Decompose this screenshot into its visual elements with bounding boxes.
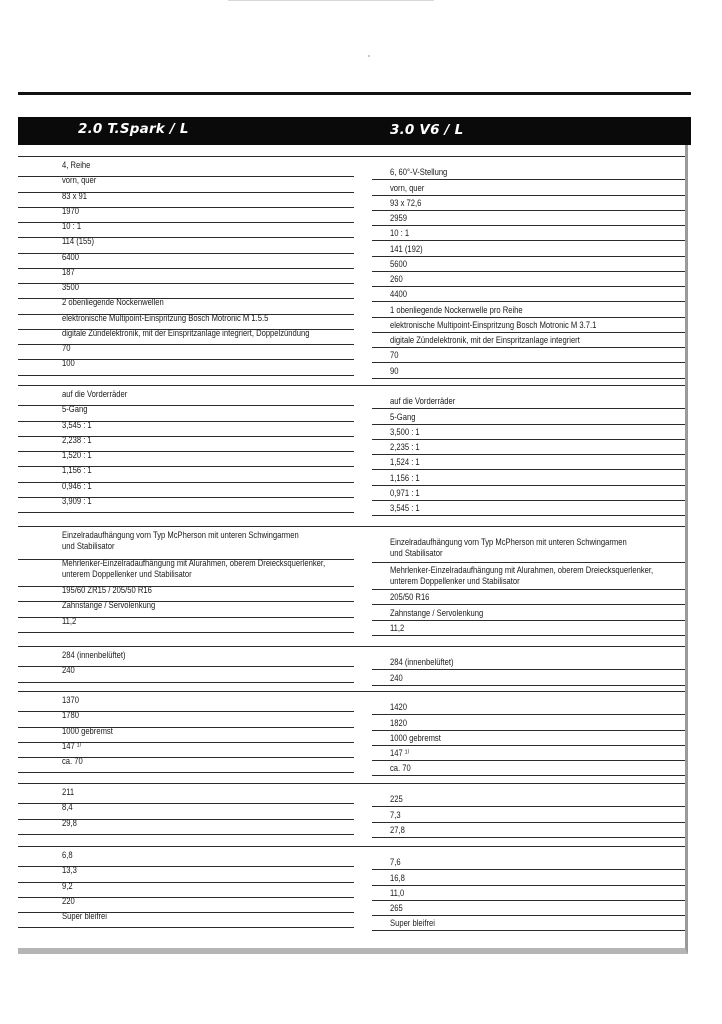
spec-value-left: 1780 <box>62 710 79 721</box>
model-title-right: 3.0 V6 / L <box>390 122 464 138</box>
spec-value-right: 16,8 <box>390 872 405 883</box>
spec-value-left: digitale Zündelektronik, mit der Einspritzanlage integriert, Doppelzündung <box>62 327 310 338</box>
spec-value-left: Zahnstange / Servolenkung <box>62 600 156 611</box>
row-rule-right <box>372 620 685 621</box>
spec-value-left: 8,4 <box>62 802 73 813</box>
section-rule <box>18 783 685 784</box>
row-rule-left <box>18 772 354 773</box>
row-rule-right <box>372 562 685 563</box>
row-rule-right <box>372 210 685 211</box>
row-rule-right <box>372 915 685 916</box>
spec-value-left: 10 : 1 <box>62 221 82 231</box>
row-rule-right <box>372 271 685 272</box>
spec-value-left: 100 <box>62 358 75 369</box>
row-rule-right <box>372 635 685 636</box>
row-rule-right <box>372 195 685 196</box>
row-rule-right <box>372 362 685 363</box>
spec-value-right: 3,545 : 1 <box>390 503 420 514</box>
spec-value-left: 1370 <box>62 695 79 705</box>
row-rule-right <box>372 485 685 486</box>
spec-value-left: 195/60 ZR15 / 205/50 R16 <box>62 585 152 595</box>
section-rule <box>18 385 685 386</box>
row-rule-right <box>372 775 685 776</box>
row-rule-right <box>372 900 685 901</box>
row-rule-right <box>372 317 685 318</box>
row-rule-right <box>372 604 685 605</box>
row-rule-right <box>372 225 685 226</box>
spec-value-right: 1000 gebremst <box>390 732 441 743</box>
row-rule-right <box>372 730 685 731</box>
spec-value-left: 6400 <box>62 251 79 262</box>
spec-value-left: 2 obenliegende Nockenwellen <box>62 297 164 308</box>
spec-value-right: 10 : 1 <box>390 228 410 239</box>
spec-value-right: ca. 70 <box>390 763 411 774</box>
spec-value-left: 0,946 : 1 <box>62 480 92 491</box>
row-rule-right <box>372 286 685 287</box>
spec-value-left: Einzelradaufhängung vorn Typ McPherson mit unteren Schwingarmen <box>62 530 299 540</box>
row-rule-right <box>372 885 685 886</box>
spec-value-right: 260 <box>390 274 403 285</box>
spec-value-right: 93 x 72,6 <box>390 197 422 208</box>
model-title-left: 2.0 T.Spark / L <box>78 121 189 137</box>
spec-value-left: 187 <box>62 266 75 277</box>
row-rule-right <box>372 347 685 348</box>
row-rule-right <box>372 869 685 870</box>
spec-value-left: 29,8 <box>62 817 77 828</box>
row-rule-right <box>372 822 685 823</box>
spec-value-right: 1820 <box>390 717 407 728</box>
row-rule-right <box>372 806 685 807</box>
row-rule-right <box>372 760 685 761</box>
spec-value-left: 4, Reihe <box>62 160 91 170</box>
spec-value-right: 11,2 <box>390 622 405 633</box>
spec-value-left: elektronische Multipoint-Einspritzung Bosch Motronic M 1.5.5 <box>62 312 269 323</box>
row-rule-right <box>372 301 685 302</box>
row-rule-right <box>372 500 685 501</box>
spec-value-right: 5600 <box>390 258 407 269</box>
spec-value-right: unterem Doppellenker und Stabilisator <box>390 575 520 586</box>
spec-value-left: 70 <box>62 343 71 353</box>
spec-value-left: 211 <box>62 787 75 797</box>
row-rule-left <box>18 682 354 683</box>
spec-value-left: auf die Vorderräder <box>62 389 128 399</box>
spec-value-right: 1420 <box>390 702 407 713</box>
spec-value-left: Mehrlenker-Einzelradaufhängung mit Alurahmen, oberem Dreiecksquerlenker, <box>62 557 326 568</box>
spec-value-right: vorn, quer <box>390 182 425 193</box>
section-rule <box>18 846 685 847</box>
row-rule-right <box>372 837 685 838</box>
spec-value-left: 1000 gebremst <box>62 725 113 736</box>
spec-value-left: 83 x 91 <box>62 190 88 201</box>
spec-value-left: 284 (innenbelüftet) <box>62 650 126 660</box>
spec-value-right: 225 <box>390 794 403 805</box>
section-rule <box>18 691 685 692</box>
row-rule-left <box>18 512 354 513</box>
spec-value-right: digitale Zündelektronik, mit der Einspritzanlage integriert <box>390 335 580 346</box>
spec-value-right: Einzelradaufhängung vorn Typ McPherson mit unteren Schwingarmen <box>390 537 627 548</box>
spec-value-right: 265 <box>390 903 403 914</box>
spec-value-right: und Stabilisator <box>390 548 443 559</box>
spec-value-right: 1,156 : 1 <box>390 472 420 483</box>
spec-value-right: 27,8 <box>390 824 405 835</box>
spec-value-right: 240 <box>390 672 403 683</box>
spec-value-left: 9,2 <box>62 880 73 891</box>
row-rule-right <box>372 685 685 686</box>
spec-value-left: vorn, quer <box>62 175 97 186</box>
row-rule-right <box>372 256 685 257</box>
spec-value-left: 114 (155) <box>62 236 95 247</box>
spec-value-left: Super bleifrei <box>62 911 107 921</box>
spec-value-right: 2959 <box>390 213 407 224</box>
spec-value-right: 1,524 : 1 <box>390 457 420 468</box>
spec-value-right: 141 (192) <box>390 243 423 254</box>
row-rule-left <box>18 375 354 376</box>
spec-value-left: ca. 70 <box>62 756 83 766</box>
row-rule-right <box>372 669 685 670</box>
spec-value-left: 5-Gang <box>62 404 88 415</box>
spec-value-left: 3,545 : 1 <box>62 419 92 430</box>
spec-value-right: elektronische Multipoint-Einspritzung Bosch Motronic M 3.7.1 <box>390 319 597 330</box>
row-rule-right <box>372 424 685 425</box>
spec-value-right: 3,500 : 1 <box>390 426 420 437</box>
row-rule-right <box>372 515 685 516</box>
row-rule-right <box>372 745 685 746</box>
spec-value-right: Zahnstange / Servolenkung <box>390 607 484 618</box>
spec-value-right: auf die Vorderräder <box>390 396 456 407</box>
spec-value-right: 90 <box>390 365 399 376</box>
section-rule <box>18 156 685 157</box>
row-rule-right <box>372 408 685 409</box>
spec-value-left: 6,8 <box>62 850 73 860</box>
section-rule <box>18 526 685 527</box>
section-rule <box>18 646 685 647</box>
spec-value-left: und Stabilisator <box>62 541 115 551</box>
spec-value-right: 6, 60°-V-Stellung <box>390 167 448 178</box>
spec-value-left: 240 <box>62 665 75 676</box>
row-rule-left <box>18 834 354 835</box>
spec-value-left: 3,909 : 1 <box>62 495 92 506</box>
spec-value-right: 70 <box>390 350 399 361</box>
spec-value-left: 1,520 : 1 <box>62 450 92 460</box>
spec-value-right: 11,0 <box>390 887 405 898</box>
spec-value-left: 2,238 : 1 <box>62 434 92 445</box>
row-rule-right <box>372 454 685 455</box>
spec-value-left: 1970 <box>62 205 79 216</box>
row-rule-right <box>372 179 685 180</box>
spec-value-left: 3500 <box>62 282 79 292</box>
spec-value-right: 1 obenliegende Nockenwelle pro Reihe <box>390 304 523 315</box>
spec-value-right: 5-Gang <box>390 411 416 422</box>
row-rule-right <box>372 714 685 715</box>
row-rule-left <box>18 632 354 633</box>
spec-value-right: 0,971 : 1 <box>390 487 420 498</box>
spec-value-right: 7,6 <box>390 857 401 868</box>
row-rule-right <box>372 589 685 590</box>
row-rule-left <box>18 927 354 928</box>
spec-value-left: unterem Doppellenker und Stabilisator <box>62 568 192 579</box>
row-rule-right <box>372 469 685 470</box>
spec-value-left: 220 <box>62 895 75 906</box>
spec-value-right: 4400 <box>390 289 407 300</box>
spec-value-right: Mehrlenker-Einzelradaufhängung mit Alurahmen, oberem Dreiecksquerlenker, <box>390 564 654 575</box>
row-rule-right <box>372 930 685 931</box>
spec-value-right: Super bleifrei <box>390 918 435 929</box>
row-rule-right <box>372 439 685 440</box>
row-rule-right <box>372 332 685 333</box>
spec-value-right: 205/50 R16 <box>390 592 430 603</box>
spec-value-right: 147 ¹⁾ <box>390 748 410 759</box>
row-rule-right <box>372 378 685 379</box>
spec-value-left: 1,156 : 1 <box>62 465 92 476</box>
spec-value-right: 284 (innenbelüftet) <box>390 657 454 668</box>
spec-value-right: 7,3 <box>390 809 401 820</box>
spec-value-left: 147 ¹⁾ <box>62 740 82 751</box>
spec-value-left: 13,3 <box>62 865 77 876</box>
spec-value-right: 2,235 : 1 <box>390 442 420 453</box>
spec-value-left: 11,2 <box>62 615 77 626</box>
row-rule-right <box>372 240 685 241</box>
